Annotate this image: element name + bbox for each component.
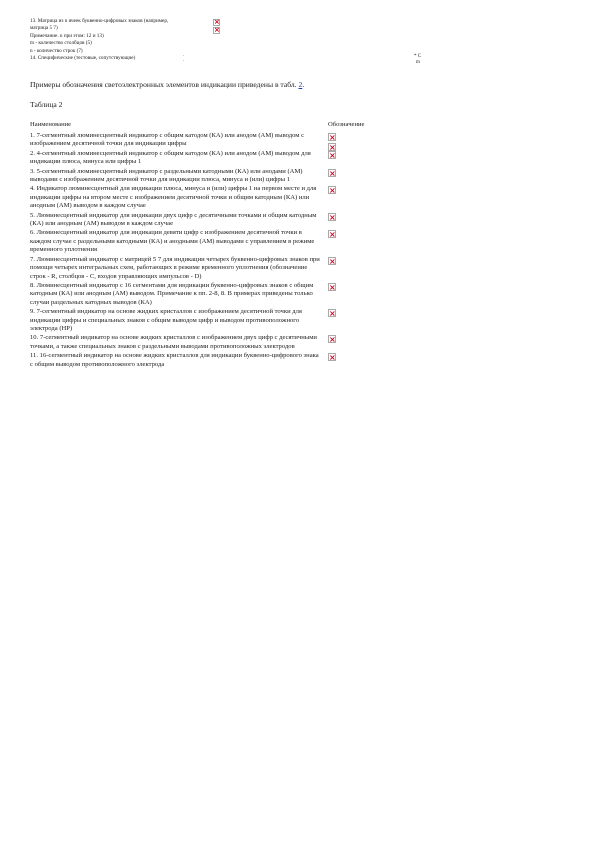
table-row bbox=[30, 168, 376, 185]
row-description: 4. Индикатор люминесцентный для индикации плюса, минуса и (или) цифры 1 на первом месте и для индикации цифры на втором месте с изображением десятичной точки и общим катодным (КА) или анодным (АМ) выводом в каждом случае bbox=[30, 185, 317, 210]
broken-image-icon bbox=[328, 257, 336, 265]
row-description: 9. 7-сегментный индикатор на основе жидких кристаллов с изображением десятичной точки для индикации цифры и специальных знаков с общим выводом цифр и выводом противоположного электрода (НР) bbox=[30, 308, 302, 332]
table-row bbox=[30, 212, 376, 229]
table-row bbox=[30, 256, 376, 281]
row-symbol-cell bbox=[328, 257, 336, 267]
broken-image-icon bbox=[328, 309, 336, 317]
header-mark: Обозначение bbox=[328, 121, 365, 128]
table-body bbox=[30, 132, 376, 370]
row-description: 11. 16-сегментный индикатор на основе жидких кристаллов для индикации буквенно-цифрового знака с общим выводом противоположного электрода bbox=[30, 352, 319, 368]
table-row bbox=[30, 229, 376, 254]
broken-image-icon bbox=[328, 169, 336, 177]
table-label: Таблица 2 bbox=[30, 100, 63, 109]
broken-image-icon bbox=[328, 186, 336, 194]
intro-paragraph bbox=[30, 80, 304, 89]
row-symbol-cell bbox=[328, 309, 336, 319]
header-line: m - количество столбцов (5) bbox=[30, 40, 92, 47]
row-symbol-cell bbox=[328, 186, 336, 196]
broken-image-icon bbox=[328, 283, 336, 291]
row-description: 2. 4-сегментный люминесцентный индикатор с общим катодом (КА) или анодом (АМ) выводом для индикации плюса, минуса или цифры 1 bbox=[30, 149, 311, 166]
row-symbol-cell bbox=[328, 169, 336, 179]
broken-image-icon bbox=[328, 353, 336, 361]
table-row bbox=[30, 308, 376, 333]
row-symbol-cell bbox=[328, 335, 336, 345]
table-row bbox=[30, 282, 376, 307]
row-description: 1. 7-сегментный люминесцентный индикатор с общим катодом (КА) или анодом (АМ) выводом с изображением десятичной точки для индикации цифры bbox=[30, 132, 305, 148]
header-line: n - количество строк (7) bbox=[30, 47, 83, 54]
row-description: 8. Люминесцентный индикатор с 16 сегментами для индикации буквенно-цифровых знаков с общим катодным (КА) или анодным (АМ) выводом. Примечание к пп. 2-8, 8. В примерах приведены только случаи раздельных катодных выводов (КА) bbox=[30, 281, 314, 306]
broken-image-icon bbox=[328, 213, 336, 221]
header-line: 13. Матрица из n ячеек буквенно-цифровых знаков (например, bbox=[30, 18, 169, 24]
row-symbol-cell bbox=[328, 151, 336, 161]
row-symbol-cell bbox=[328, 283, 336, 293]
header-notes-block bbox=[30, 18, 570, 65]
formula-mark: · bbox=[183, 54, 185, 59]
row-description: 10. 7-сегментный индикатор на основе жидких кристаллов с изображением двух цифр с десятичными точками, а также специальных знаков с раздельными выводами противоположных электродов bbox=[30, 334, 317, 350]
header-line: Примечание. n при этом: 12 и 13) bbox=[30, 32, 104, 39]
broken-image-icon bbox=[328, 151, 336, 159]
formula-mark: · bbox=[183, 59, 185, 64]
header-name: Наименование bbox=[30, 121, 72, 128]
row-symbol-cell bbox=[328, 230, 336, 240]
table-reference-link[interactable]: 2 bbox=[298, 80, 303, 89]
table-row bbox=[30, 132, 376, 149]
row-description: 7. Люминесцентный индикатор с матрицей 5 7 для индикации четырех буквенно-цифровых знаков при помощи четырех интегральных схем, работающих в режиме временного уплотнения (обозначение строк - R, столбцов - С, входов управляющих импульсов - D) bbox=[30, 255, 320, 280]
row-symbol-cell bbox=[328, 213, 336, 223]
formula-mark: m bbox=[416, 60, 420, 65]
table-row bbox=[30, 150, 376, 167]
broken-image-icon bbox=[213, 27, 220, 34]
row-description: 3. 5-сегментный люминесцентный индикатор с раздельными катодными (КА) или анодами (АМ) выводами с изображением десятичной точки для индикации плюса, минуса и (или) цифры 1 bbox=[30, 167, 303, 184]
row-description: 6. Люминесцентный индикатор для индикации девяти цифр с изображением десятичной точки в каждом случае с раздельными катодными (КА) и анодными (АМ) выводами с управлением в режиме временного уплотнения bbox=[30, 229, 315, 254]
intro-period: . bbox=[302, 80, 305, 89]
broken-image-icon bbox=[328, 133, 336, 141]
row-symbol-cell bbox=[328, 353, 336, 363]
broken-image-icon bbox=[213, 19, 220, 26]
row-description: 5. Люминесцентный индикатор для индикации двух цифр с десятичными точками и общим катодным (КА) или анодным (АМ) выводом в каждом случае bbox=[30, 211, 317, 228]
intro-text: Примеры обозначения светоэлектронных элементов индикации приведены в табл. bbox=[30, 80, 297, 89]
formula-mark: * С bbox=[414, 54, 422, 59]
table-row bbox=[30, 185, 376, 210]
broken-image-icon bbox=[328, 230, 336, 238]
header-line: 14. Специфические (тестовые, сопутствующие) bbox=[30, 55, 136, 62]
header-line: матрица 5 7) bbox=[30, 25, 58, 32]
broken-image-icon bbox=[328, 335, 336, 343]
header-image-placeholders bbox=[213, 19, 221, 35]
table-row bbox=[30, 334, 376, 351]
table-row bbox=[30, 352, 376, 369]
